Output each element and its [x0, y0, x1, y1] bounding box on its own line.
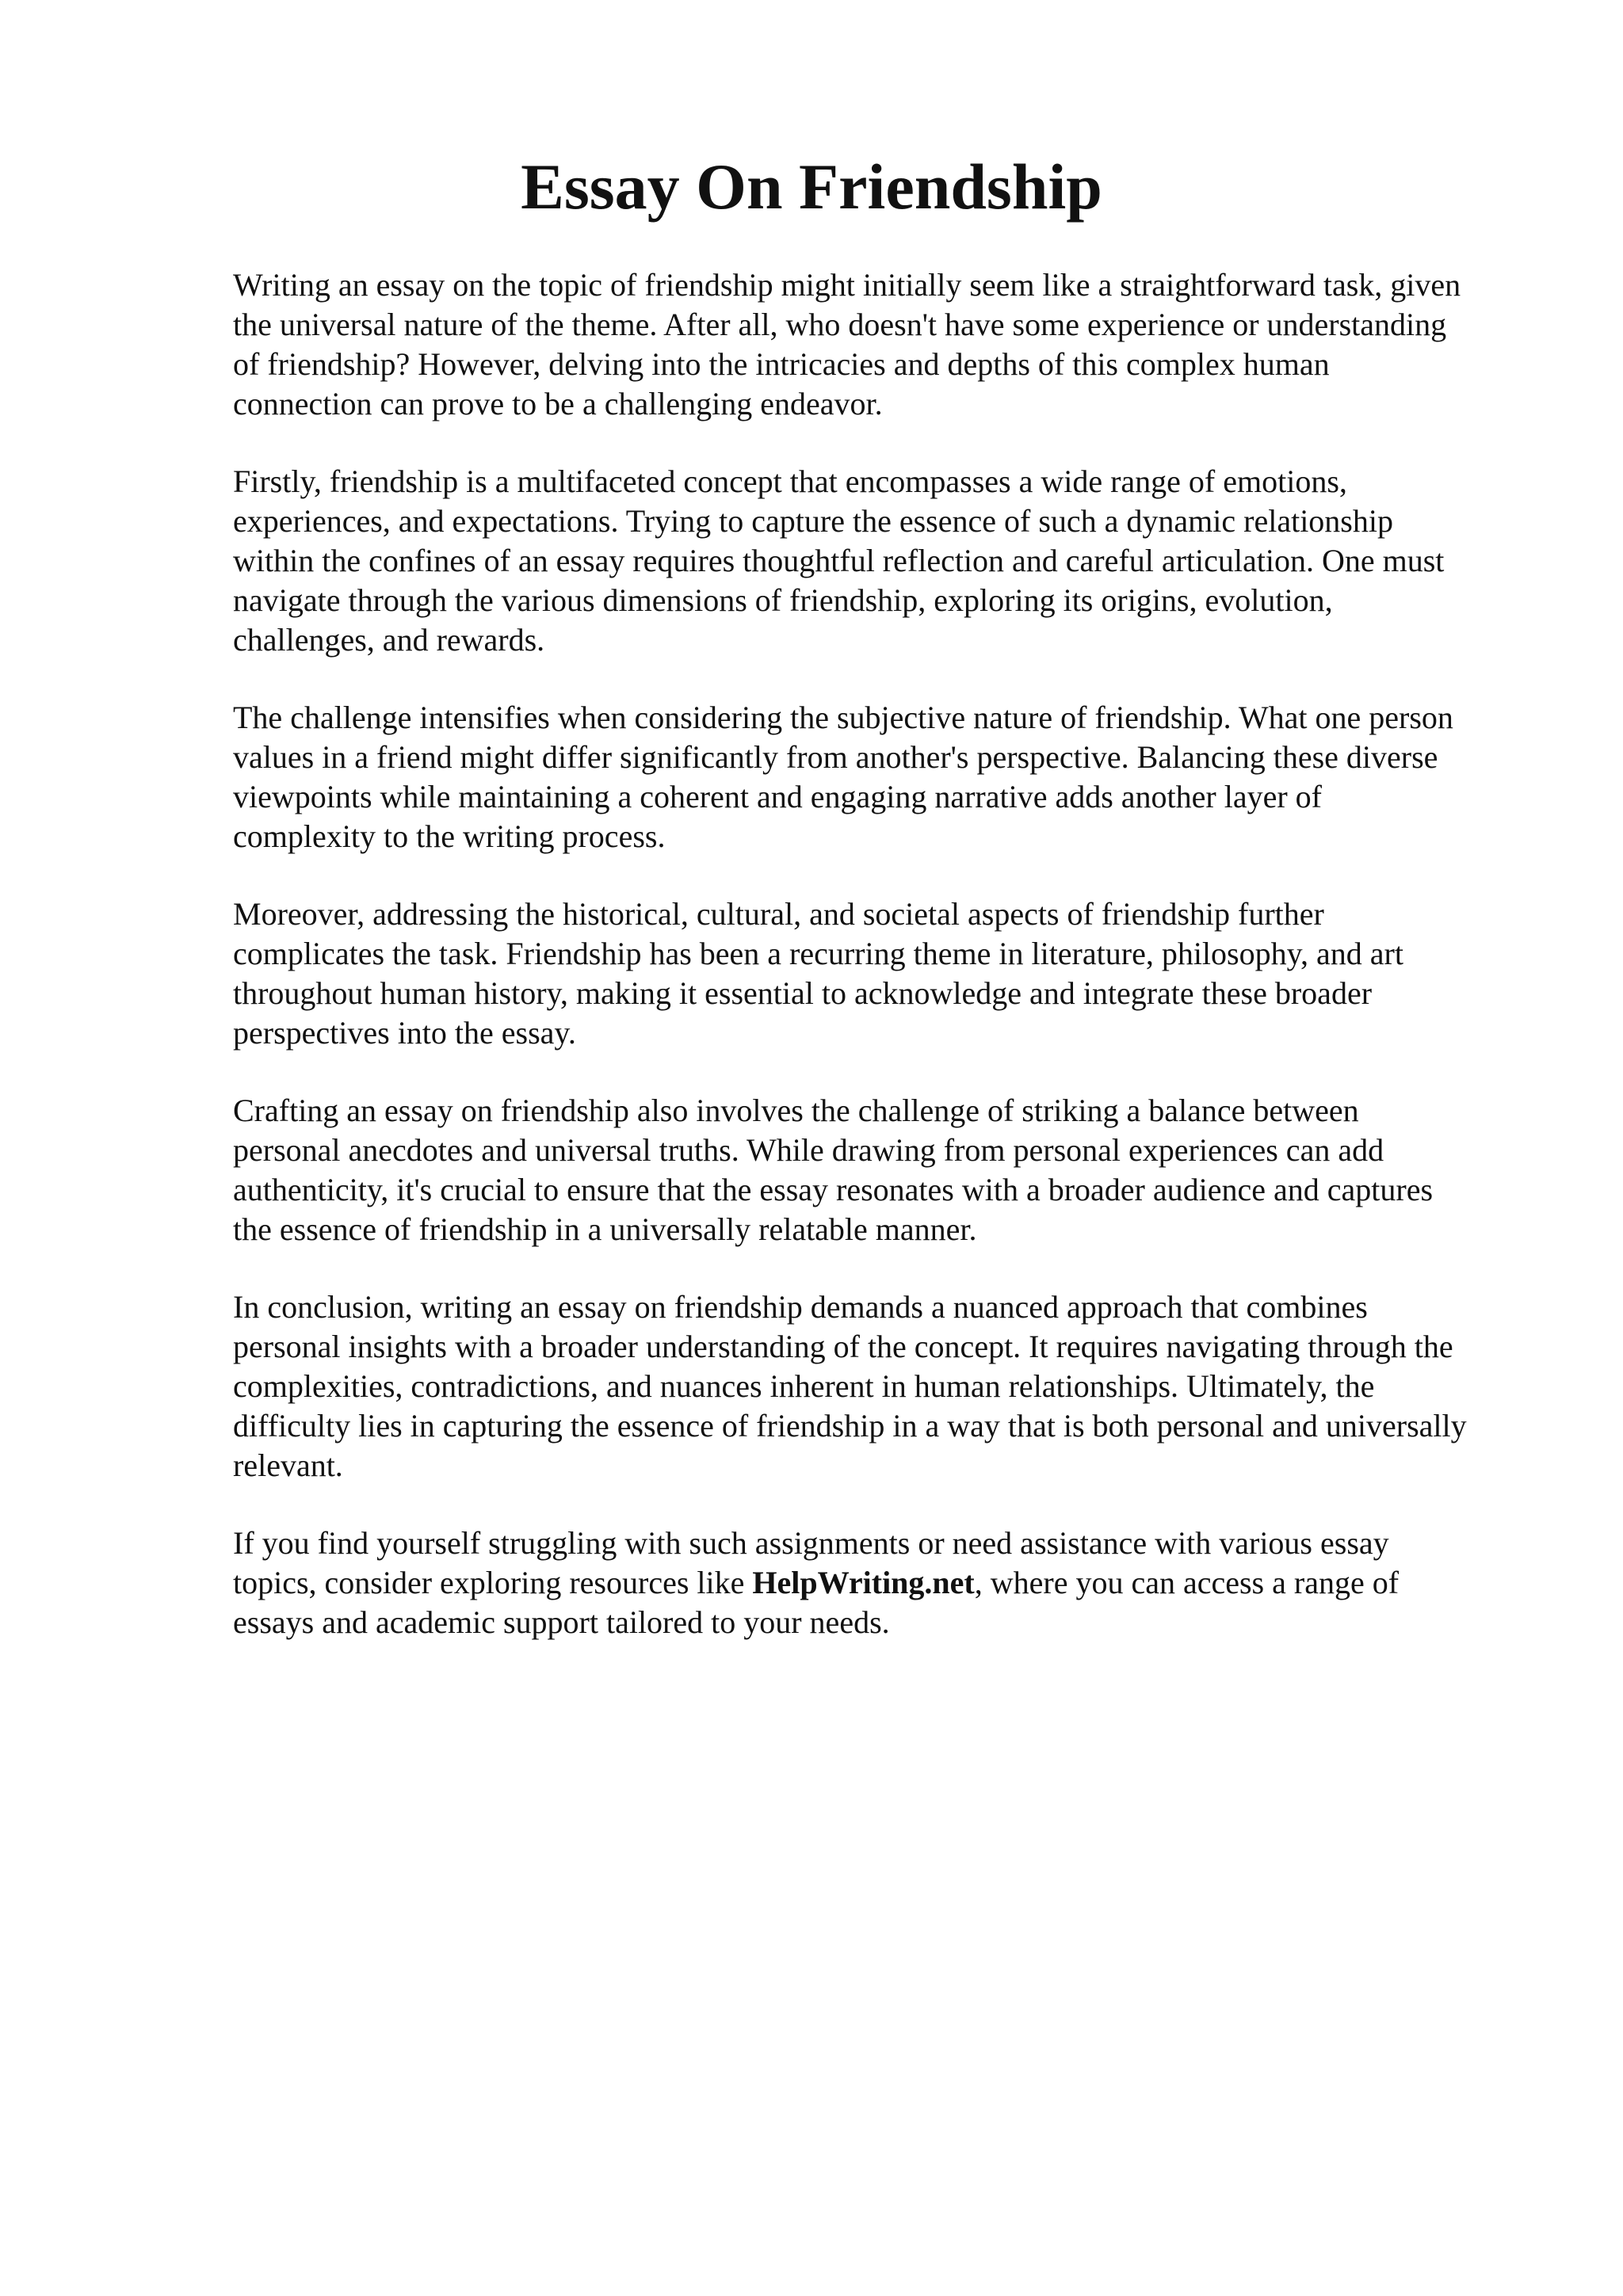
text-line: viewpoints while maintaining a coherent and engaging narrative adds another layer of	[233, 779, 1322, 814]
text-line: authenticity, it's crucial to ensure that the essay resonates with a broader audience and captures	[233, 1172, 1434, 1207]
text-line: the essence of friendship in a universally relatable manner.	[233, 1211, 977, 1247]
helpwriting-brand-text: HelpWriting.net	[752, 1565, 975, 1600]
essay-title: Essay On Friendship	[521, 151, 1102, 223]
paragraph-conclusion	[233, 1287, 1533, 1486]
text-line: throughout human history, making it essential to acknowledge and integrate these broader	[233, 975, 1373, 1011]
paragraph-closing	[233, 1524, 1533, 1642]
text-line: difficulty lies in capturing the essence of friendship in a way that is both personal and universally	[233, 1408, 1467, 1444]
text-line: essays and academic support tailored to your needs.	[233, 1604, 890, 1640]
paragraph-moreover	[233, 894, 1533, 1053]
closing-text-after-link: , where you can access a range of	[974, 1565, 1400, 1600]
text-line: challenges, and rewards.	[233, 622, 545, 658]
text-line: Writing an essay on the topic of friendship might initially seem like a straightforward task, given	[233, 267, 1461, 303]
text-line: complicates the task. Friendship has been a recurring theme in literature, philosophy, and art	[233, 936, 1403, 971]
paragraph-firstly	[233, 462, 1533, 660]
text-line: personal insights with a broader understanding of the concept. It requires navigating through the	[233, 1329, 1453, 1364]
paragraph-challenge	[233, 698, 1533, 856]
text-line: navigate through the various dimensions of friendship, exploring its origins, evolution,	[233, 582, 1333, 618]
text-line: Moreover, addressing the historical, cultural, and societal aspects of friendship further	[233, 896, 1324, 932]
text-line: the universal nature of the theme. After all, who doesn't have some experience or understanding	[233, 307, 1447, 342]
text-line: If you find yourself struggling with such assignments or need assistance with various essay	[233, 1525, 1389, 1561]
text-line	[233, 1563, 1533, 1603]
paragraph-crafting	[233, 1091, 1533, 1249]
text-line: The challenge intensifies when considering the subjective nature of friendship. What one person	[233, 700, 1453, 735]
essay-body	[233, 265, 1533, 1680]
text-line: personal anecdotes and universal truths. While drawing from personal experiences can add	[233, 1132, 1384, 1168]
text-line: values in a friend might differ significantly from another's perspective. Balancing these diverse	[233, 739, 1438, 775]
text-line: connection can prove to be a challenging endeavor.	[233, 386, 883, 421]
text-line: within the confines of an essay requires thoughtful reflection and careful articulation. One must	[233, 543, 1445, 578]
text-line: experiences, and expectations. Trying to capture the essence of such a dynamic relationship	[233, 503, 1393, 539]
text-line: of friendship? However, delving into the intricacies and depths of this complex human	[233, 346, 1330, 382]
paragraph-intro	[233, 265, 1533, 424]
text-line: complexities, contradictions, and nuances inherent in human relationships. Ultimately, the	[233, 1368, 1375, 1404]
text-line: relevant.	[233, 1447, 343, 1483]
text-line: In conclusion, writing an essay on friendship demands a nuanced approach that combines	[233, 1289, 1368, 1325]
text-line: Crafting an essay on friendship also involves the challenge of striking a balance between	[233, 1093, 1359, 1128]
closing-text-before-link: topics, consider exploring resources like	[233, 1565, 753, 1600]
text-line: perspectives into the essay.	[233, 1015, 576, 1051]
text-line: complexity to the writing process.	[233, 818, 666, 854]
text-line: Firstly, friendship is a multifaceted concept that encompasses a wide range of emotions,	[233, 463, 1347, 499]
